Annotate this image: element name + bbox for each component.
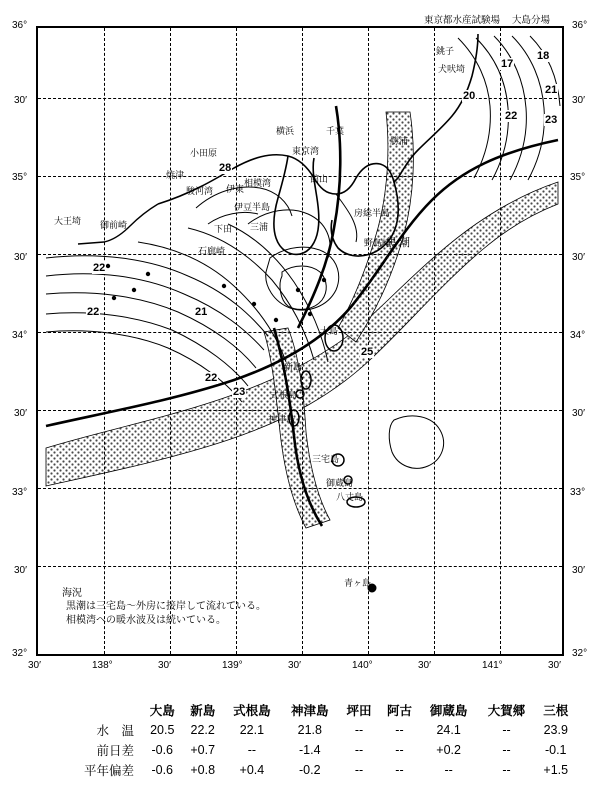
- isotherm-label-28: 28: [219, 162, 232, 174]
- isotherm-label-23b: 23: [233, 386, 246, 398]
- station-credit-2: 大島分場: [512, 15, 551, 26]
- cell-anom-mitsune: +1.5: [543, 763, 569, 777]
- isotherm-label-17: 17: [501, 58, 514, 70]
- isotherm-label-22d: 22: [205, 372, 218, 384]
- axis-label-tr: 36°: [572, 20, 588, 31]
- cell-temp-niijima: 22.2: [190, 723, 215, 737]
- label-oshima: 大島: [320, 326, 339, 336]
- axis-label-r-5: 30′: [572, 408, 585, 419]
- label-odawara: 小田原: [190, 148, 218, 158]
- cell-anom-okago: --: [502, 763, 511, 777]
- table-row: [36, 720, 576, 740]
- cell-diff-tsubota: --: [354, 743, 364, 757]
- label-shikinejima: 式根島: [270, 390, 298, 400]
- axis-label-b-8: 30′: [548, 660, 561, 671]
- axis-label-l-6: 33°: [12, 487, 28, 498]
- cell-temp-shikinejima: 22.1: [239, 723, 265, 737]
- axis-label-b-6: 30′: [418, 660, 431, 671]
- label-sagami-bay: 相模湾: [244, 178, 272, 188]
- column-header-shikinejima: 式根島: [233, 704, 271, 718]
- axis-label-tl: 36°: [12, 20, 28, 31]
- axis-label-l-4: 34°: [12, 330, 28, 341]
- isotherm-label-22a: 22: [505, 110, 518, 122]
- isotherm-label-18: 18: [537, 50, 550, 62]
- row-header-prev-day-diff: 前日差: [96, 744, 134, 758]
- cell-temp-ako: --: [395, 723, 404, 737]
- column-header-niijima: 新島: [190, 704, 216, 718]
- row-header-water-temp: 水 温: [96, 724, 134, 738]
- notes-body: [66, 600, 266, 628]
- column-header-okago: 大賀郷: [487, 704, 526, 718]
- axis-label-l-7: 30′: [14, 565, 27, 576]
- isotherm-label-21b: 21: [195, 306, 208, 318]
- isotherm-label-23a: 23: [545, 114, 558, 126]
- cell-temp-oshima: 20.5: [150, 723, 175, 737]
- temperature-table-grid: [36, 700, 576, 780]
- axis-label-b-1: 138°: [92, 660, 113, 671]
- map-canvas: [38, 28, 562, 654]
- label-irozaki: 石廊崎: [198, 246, 226, 256]
- cell-anom-ako: --: [395, 763, 404, 777]
- label-choshi: 銚子: [436, 46, 455, 56]
- cell-diff-shikinejima: --: [247, 743, 257, 757]
- label-niijima: 新島: [284, 362, 303, 372]
- label-aogashima: 青ヶ島: [344, 578, 372, 588]
- axis-label-l-1: 30′: [14, 95, 27, 106]
- isotherm-label-22b: 22: [93, 262, 106, 274]
- column-header-mitsune: 三根: [543, 704, 569, 718]
- axis-label-b-3: 139°: [222, 660, 243, 671]
- label-tateyama: 館山: [310, 174, 329, 184]
- table-row: [36, 760, 576, 780]
- axis-label-br: 32°: [572, 648, 588, 659]
- notes-heading: 海況: [62, 588, 82, 599]
- axis-label-l-3: 30′: [14, 252, 27, 263]
- axis-label-b-7: 141°: [482, 660, 503, 671]
- label-nojimazaki: 野島崎: [364, 238, 392, 248]
- isotherm-label-25: 25: [361, 346, 374, 358]
- notes-line-1: 黒潮は三宅島～外房に接岸して流れている。: [66, 601, 266, 612]
- axis-label-r-3: 30′: [572, 252, 585, 263]
- temperature-table: [36, 700, 576, 780]
- isotherm-label-21: 21: [545, 84, 558, 96]
- label-chiba: 千葉: [326, 126, 345, 136]
- column-header-oshima: 大島: [149, 704, 175, 718]
- cell-anom-shikinejima: +0.4: [239, 763, 265, 777]
- label-mikurajima: 御蔵島: [326, 478, 354, 488]
- cell-diff-okago: --: [502, 743, 511, 757]
- label-suruga-bay: 駿河湾: [186, 186, 214, 196]
- cell-diff-mikurajima: +0.2: [436, 743, 461, 757]
- table-corner-cell: [36, 700, 142, 720]
- axis-label-l-2: 35°: [12, 172, 28, 183]
- table-header-row: [36, 700, 576, 720]
- column-header-mikurajima: 御蔵島: [429, 704, 468, 718]
- map-graphics: [38, 28, 562, 654]
- station-credit-1: 東京都水産試験場: [424, 15, 501, 26]
- label-ito: 伊東: [226, 184, 245, 194]
- cell-diff-oshima: -0.6: [151, 743, 173, 757]
- column-header-ako: 阿古: [386, 704, 412, 718]
- label-yokohama: 横浜: [276, 126, 295, 136]
- axis-label-r-1: 30′: [572, 95, 585, 106]
- cell-diff-niijima: +0.7: [190, 743, 216, 757]
- axis-label-b-4: 30′: [288, 660, 301, 671]
- cell-anom-oshima: -0.6: [151, 763, 173, 777]
- label-miyakejima: 三宅島: [312, 454, 340, 464]
- axis-label-l-5: 30′: [14, 408, 27, 419]
- axis-label-r-6: 33°: [570, 487, 586, 498]
- label-omaezaki: 御前崎: [100, 220, 128, 230]
- label-shimoda: 下田: [214, 224, 233, 234]
- label-daiozaki: 大王埼: [54, 216, 82, 226]
- axis-label-r-7: 30′: [572, 565, 585, 576]
- column-header-kozushima: 神津島: [291, 704, 329, 718]
- axis-label-b-5: 140°: [352, 660, 373, 671]
- label-katsuura: 勝浦: [390, 136, 409, 146]
- cell-temp-mikurajima: 24.1: [436, 723, 461, 737]
- notes-line-2: 相模湾への暖水波及は続いている。: [66, 615, 226, 626]
- cell-temp-mitsune: 23.9: [543, 723, 568, 737]
- axis-label-b-2: 30′: [158, 660, 171, 671]
- cell-diff-ako: --: [395, 743, 404, 757]
- axis-label-bl: 32°: [12, 648, 28, 659]
- label-kuroshio: 黒潮: [386, 237, 412, 249]
- cell-temp-okago: --: [502, 723, 511, 737]
- axis-label-r-4: 34°: [570, 330, 586, 341]
- column-header-tsubota: 坪田: [346, 704, 372, 718]
- label-izu-peninsula: 伊豆半島: [234, 202, 271, 212]
- cell-diff-mitsune: -0.1: [544, 743, 567, 757]
- row-header-anomaly: 平年偏差: [83, 764, 134, 778]
- label-kozushima: 神津島: [268, 414, 296, 424]
- cell-anom-mikurajima: --: [444, 763, 453, 777]
- label-miura: 三浦: [250, 222, 269, 232]
- cell-anom-tsubota: --: [354, 763, 364, 777]
- cell-anom-niijima: +0.8: [190, 763, 216, 777]
- label-inubosaki: 犬吠埼: [438, 64, 466, 74]
- isotherm-label-22c: 22: [87, 306, 100, 318]
- label-tokyo-bay: 東京湾: [292, 146, 320, 156]
- label-hachijojima: 八丈島: [336, 492, 364, 502]
- table-row: [36, 740, 576, 760]
- cell-temp-tsubota: --: [354, 723, 364, 737]
- sea-surface-temperature-map: [36, 26, 564, 656]
- cell-anom-kozushima: -0.2: [299, 763, 321, 777]
- isotherm-label-20: 20: [463, 90, 476, 102]
- label-yaizu: 焼津: [166, 170, 185, 180]
- cell-temp-kozushima: 21.8: [297, 723, 322, 737]
- axis-label-b-0: 30′: [28, 660, 41, 671]
- label-boso-peninsula: 房総半島: [354, 208, 391, 218]
- cell-diff-kozushima: -1.4: [299, 743, 321, 757]
- axis-label-r-2: 35°: [570, 172, 586, 183]
